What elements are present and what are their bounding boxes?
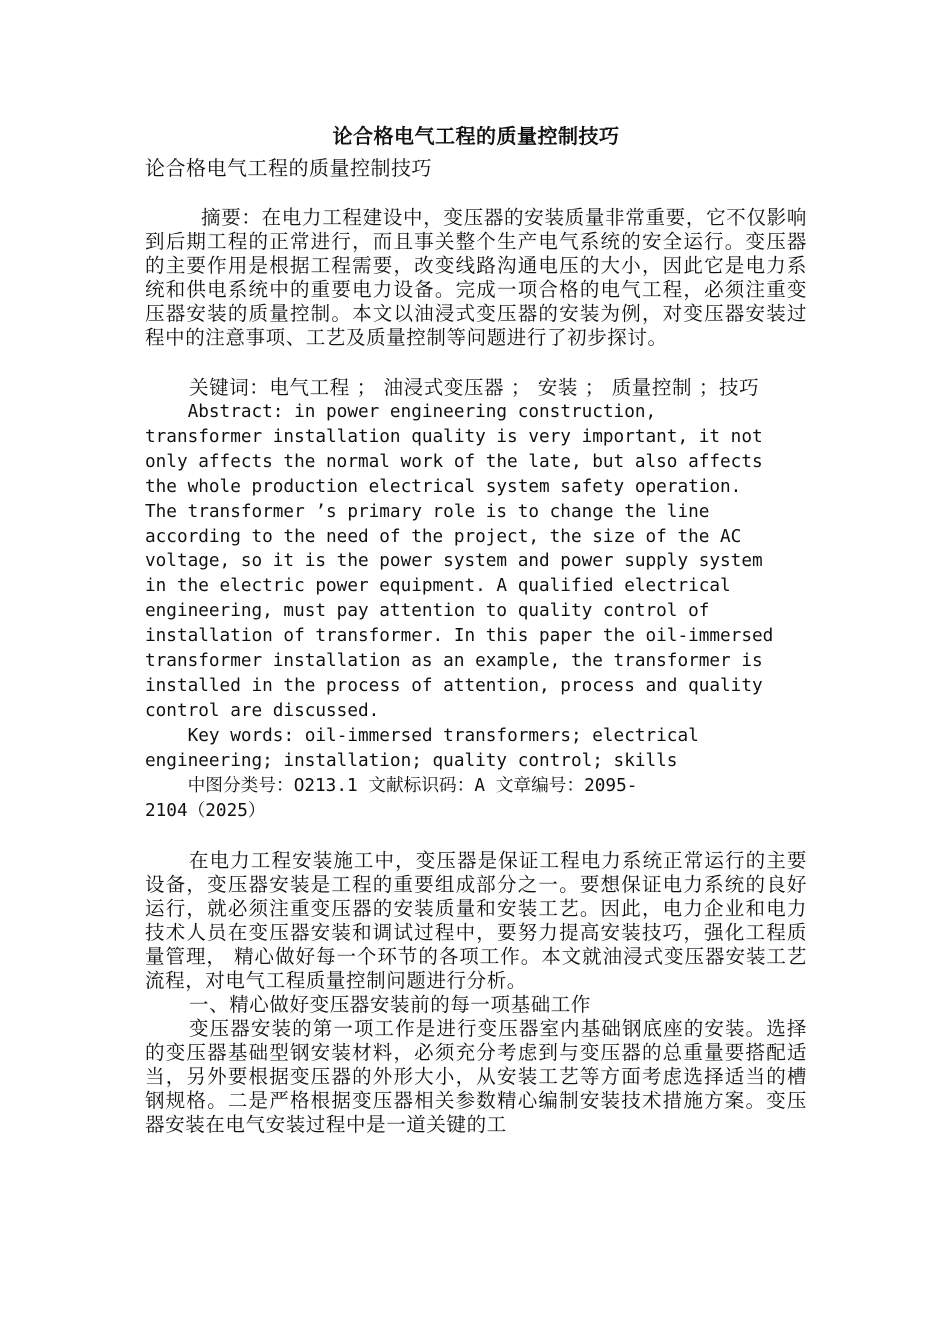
classification-info: 中图分类号：O213.1 文献标识码：A 文章编号：2095- 2104（2025） — [145, 775, 638, 821]
section-heading: 一、精心做好变压器安装前的每一项基础工作 — [189, 993, 592, 1017]
keywords-chinese: 关键词：电气工程 ； 油浸式变压器 ； 安装 ； 质量控制 ；技巧 — [189, 376, 760, 399]
abstract-english: Abstract: in power engineering construction, transformer installation quality is very important, it not only affects the normal work of the late, but also affects the whole production electrical system safety operation. The transformer ’s primary role is to change the line according to the need of the project, the size of the AC voltage, so it is the power system and power supply system in the electric power equipment. A qualified electrical engineering, must pay attention to quality control of installation of transformer. In this paper the oil-immersed transformer installation as an example, the transformer is installed in the process of attention, process and quality control are discussed. — [145, 402, 774, 721]
keywords-english: Key words: oil-immersed transformers; electrical engineering; installation; quality control; skills — [145, 725, 699, 771]
abstract-chinese: 摘要：在电力工程建设中，变压器的安装质量非常重要，它不仅影响到后期工程的正常进行，而且事关整个生产电气系统的安全运行。变压器的主要作用是根据工程需要，改变线路沟通电压的大小，因此它是电力系统和供电系统中的重要电力设备。完成一项合格的电气工程，必须注重变压器安装的质量控制。本文以油浸式变压器的安装为例，对变压器安装过程中的注意事项、工艺及质量控制等问题进行了初步探讨。 — [145, 206, 807, 349]
document-subtitle: 论合格电气工程的质量控制技巧 — [145, 156, 432, 180]
intro-paragraph: 在电力工程安装施工中，变压器是保证工程电力系统正常运行的主要设备，变压器安装是工程的重要组成部分之一。要想保证电力系统的良好运行，就必须注重变压器的安装质量和安装工艺。因此，电力企业和电力技术人员在变压器安装和调试过程中，要努力提高安装技巧，强化工程质量管理， 精心做好每一个环节的各项工作。本文就油浸式变压器安装工艺流程，对电气工程质量控制问题进行分析。 — [145, 849, 807, 993]
spacer — [145, 350, 807, 376]
spacer — [145, 823, 807, 849]
document-title: 论合格电气工程的质量控制技巧 — [332, 124, 620, 148]
document-page — [145, 118, 807, 1137]
section-paragraph: 变压器安装的第一项工作是进行变压器室内基础钢底座的安装。选择的变压器基础型钢安装材料，必须充分考虑到与变压器的总重量要搭配适当，另外要根据变压器的外形大小，从安装工艺等方面考虑选择适当的槽钢规格。二是严格根据变压器相关参数精心编制安装技术措施方案。变压器安装在电气安装过程中是一道关键的工 — [145, 1017, 807, 1137]
